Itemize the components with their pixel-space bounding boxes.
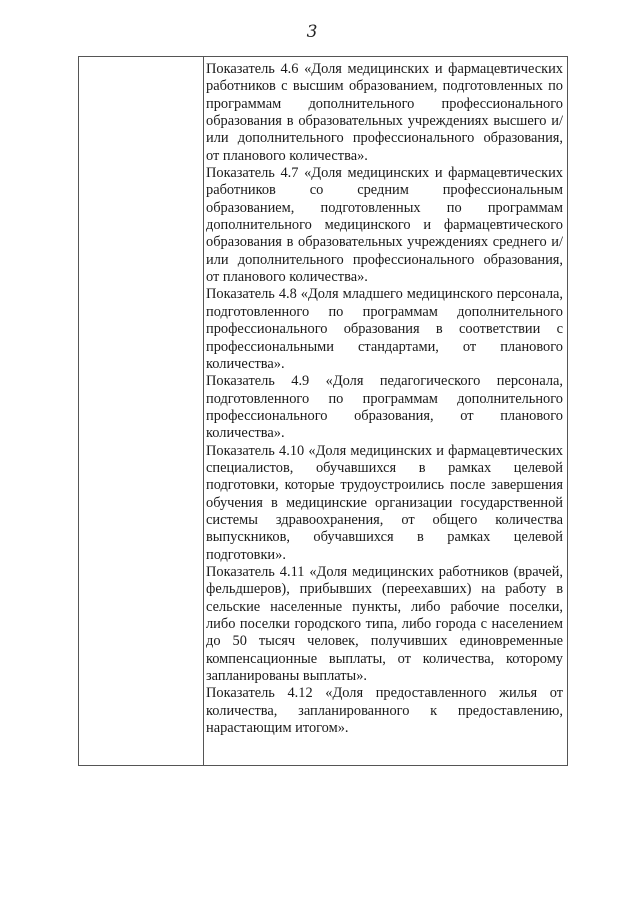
page-number: 3 (306, 22, 318, 42)
indicator-4-12: Показатель 4.12 «Доля предоставленного жилья от количества, запланированного к предоставлению, нарастающим итогом». (206, 685, 563, 737)
table-right-cell (206, 61, 563, 737)
indicator-4-10: Показатель 4.10 «Доля медицинских и фармацевтических специалистов, обучавшихся в рамках целевой подготовки, которые трудоустроились после завершения обучения в медицинские организации государственной системы здравоохранения, от общего количества выпускников, обучавшихся в рамках целевой подготовки». (206, 442, 563, 563)
document-table (78, 56, 568, 766)
table-left-cell (79, 57, 203, 765)
indicator-4-8: Показатель 4.8 «Доля младшего медицинского персонала, подготовленного по программам дополнительного профессионального образования в соответствии с профессиональными стандартами, от планового количества». (206, 286, 563, 372)
column-divider (203, 57, 204, 765)
indicator-4-11: Показатель 4.11 «Доля медицинских работников (врачей, фельдшеров), прибывших (переехавших) на работу в сельские населенные пункты, либо рабочие поселки, либо поселки городского типа, либо города с населением до 50 тысяч человек, получивших единовременные компенсационные выплаты, от количества, которому запланированы выплаты». (206, 563, 563, 685)
indicator-4-9: Показатель 4.9 «Доля педагогического персонала, подготовленного по программам дополнительного профессионального образования, от планового количества». (206, 373, 563, 442)
indicator-4-6: Показатель 4.6 «Доля медицинских и фармацевтических работников с высшим образованием, подготовленных по программам дополнительного профессионального образования в образовательных учреждениях высшего и/или дополнительного профессионального образования, от планового количества». (206, 61, 563, 164)
indicator-4-7: Показатель 4.7 «Доля медицинских и фармацевтических работников со средним профессиональным образованием, подготовленных по программам дополнительного медицинского и фармацевтического образования в образовательных учреждениях среднего и/или дополнительного профессионального образования, от планового количества». (206, 165, 563, 286)
